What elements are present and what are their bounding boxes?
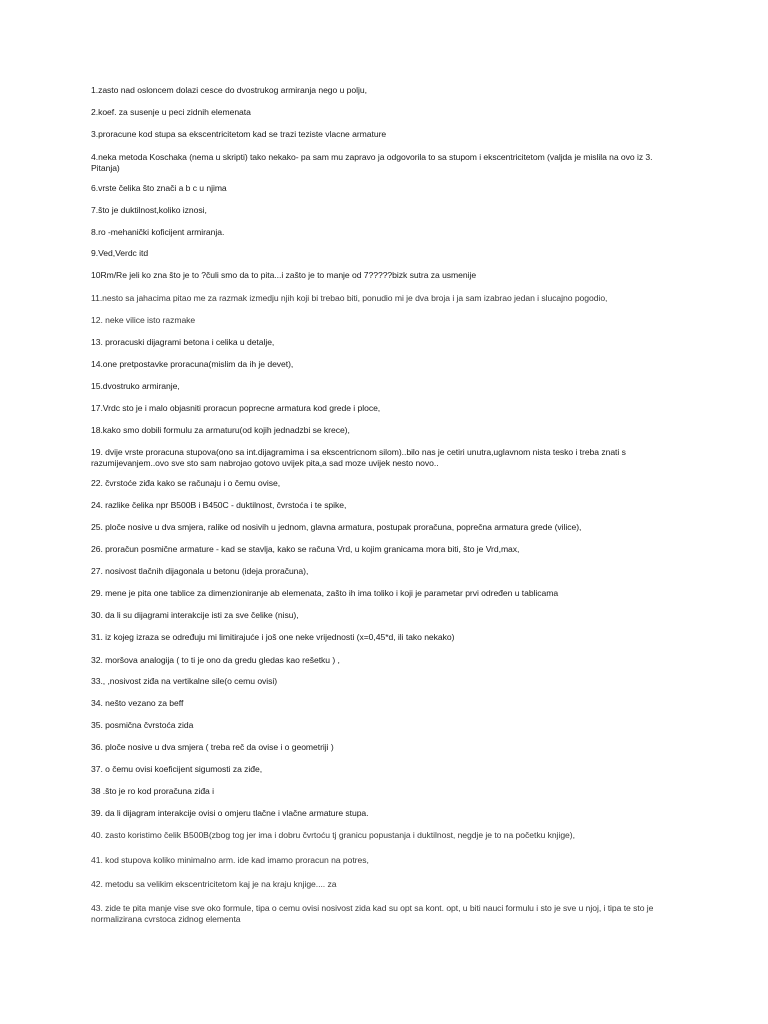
question-line: 4.neka metoda Koschaka (nema u skripti) tako nekako- pa sam mu zapravo ja odgovorila to sa stupom i ekscentricitetom (valjda je mislila na ovo iz 3. Pitanja) [91, 152, 653, 173]
question-line: 43. zide te pita manje vise sve oko formule, tipa o cemu ovisi nosivost zida kad su opt sa kont. opt, u biti nauci formulu i sto je sve u njoj, i tipa te sto je normalizirana cvrstoca zidnog elementa [91, 903, 654, 924]
question-line: 38 .što je ro kod proračuna ziđa i [91, 786, 214, 796]
question-line: 34. nešto vezano za beff [91, 698, 184, 708]
question-line: 6.vrste čelika što znači a b c u njima [91, 183, 227, 193]
question-line: 3.proracune kod stupa sa ekscentricitetom kad se trazi teziste vlacne armature [91, 129, 387, 139]
question-line: 14.one pretpostavke proracuna(mislim da ih je devet), [91, 359, 294, 369]
question-line: 1.zasto nad osloncem dolazi cesce do dvostrukog armiranja nego u polju, [91, 85, 367, 95]
question-line: 17.Vrdc sto je i malo objasniti proracun poprecne armatura kod grede i ploce, [91, 403, 381, 413]
question-line: 36. ploče nosive u dva smjera ( treba reč da ovise i o geometriji ) [91, 742, 334, 752]
question-line: 30. da li su dijagrami interakcije isti za sve čelike (nisu), [91, 610, 299, 620]
question-line: 19. dvije vrste proracuna stupova(ono sa int.dijagramima i sa ekscentricnom silom)..bilo nas je cetiri unutra,uglavnom nista tesko i treba znati s razumijevanjem..ovo sve sto sam nabrojao gotovo uvijek pita,a sad moze uvijek nesto novo.. [91, 447, 626, 468]
question-line: 18.kako smo dobili formulu za armaturu(od kojih jednadzbi se krece), [91, 425, 350, 435]
question-line: 26. proračun posmične armature - kad se stavlja, kako se računa Vrd, u kojim granicama mora biti, što je Vrd,max, [91, 544, 520, 554]
question-line: 10Rm/Re jeli ko zna što je to ?čuli smo da to pita...i zašto je to manje od 7?????bizk sutra za usmenije [91, 270, 477, 280]
question-line: 32. moršova analogija ( to ti je ono da gredu gledas kao rešetku ) , [91, 655, 340, 665]
question-line: 42. metodu sa velikim ekscentricitetom kaj je na kraju knjige.... za [91, 879, 337, 889]
question-line: 7.što je duktilnost,koliko iznosi, [91, 205, 207, 215]
question-line: 31. iz kojeg izraza se određuju mi limitirajuće i još one neke vrijednosti (x=0,45*d, ili tako nekako) [91, 632, 455, 642]
question-line: 37. o čemu ovisi koeficijent sigumosti za ziđe, [91, 764, 263, 774]
question-line: 2.koef. za susenje u peci zidnih elemenata [91, 107, 251, 117]
question-line: 15.dvostruko armiranje, [91, 381, 180, 391]
question-line: 27. nosivost tlačnih dijagonala u betonu (ideja proračuna), [91, 566, 309, 576]
question-line: 13. proracuski dijagrami betona i celika u detalje, [91, 337, 275, 347]
question-line: 33., ,nosivost ziđa na vertikalne sile(o cemu ovisi) [91, 676, 278, 686]
question-line: 11.nesto sa jahacima pitao me za razmak izmedju njih koji bi trebao biti, ponudio mi je dva broja i ja sam izabrao jedan i slucajno pogodio, [91, 293, 608, 303]
question-line: 39. da li dijagram interakcije ovisi o omjeru tlačne i vlačne armature stupa. [91, 808, 369, 818]
question-line: 9.Ved,Verdc itd [91, 248, 149, 258]
question-line: 35. posmična čvrstoća zida [91, 720, 194, 730]
question-line: 22. čvrstoće ziđa kako se računaju i o čemu ovise, [91, 478, 281, 488]
question-line: 8.ro -mehanički koficijent armiranja. [91, 227, 225, 237]
question-line: 41. kod stupova koliko minimalno arm. ide kad imamo proracun na potres, [91, 855, 369, 865]
question-line: 25. ploče nosive u dva smjera, ralike od nosivih u jednom, glavna armatura, postupak proračuna, poprečna armatura grede (vilice), [91, 522, 582, 532]
question-line: 12. neke vilice isto razmake [91, 315, 196, 325]
question-line: 40. zasto koristimo čelik B500B(zbog tog jer ima i dobru čvrtoću tj granicu popustanja i duktilnost, negdje je to na početku knjige), [91, 830, 575, 840]
question-line: 29. mene je pita one tablice za dimenzioniranje ab elemenata, zašto ih ima toliko i koji je parametar prvi određen u tablicama [91, 588, 559, 598]
question-line: 24. razlike čelika npr B500B i B450C - duktilnost, čvrstoća i te spike, [91, 500, 347, 510]
